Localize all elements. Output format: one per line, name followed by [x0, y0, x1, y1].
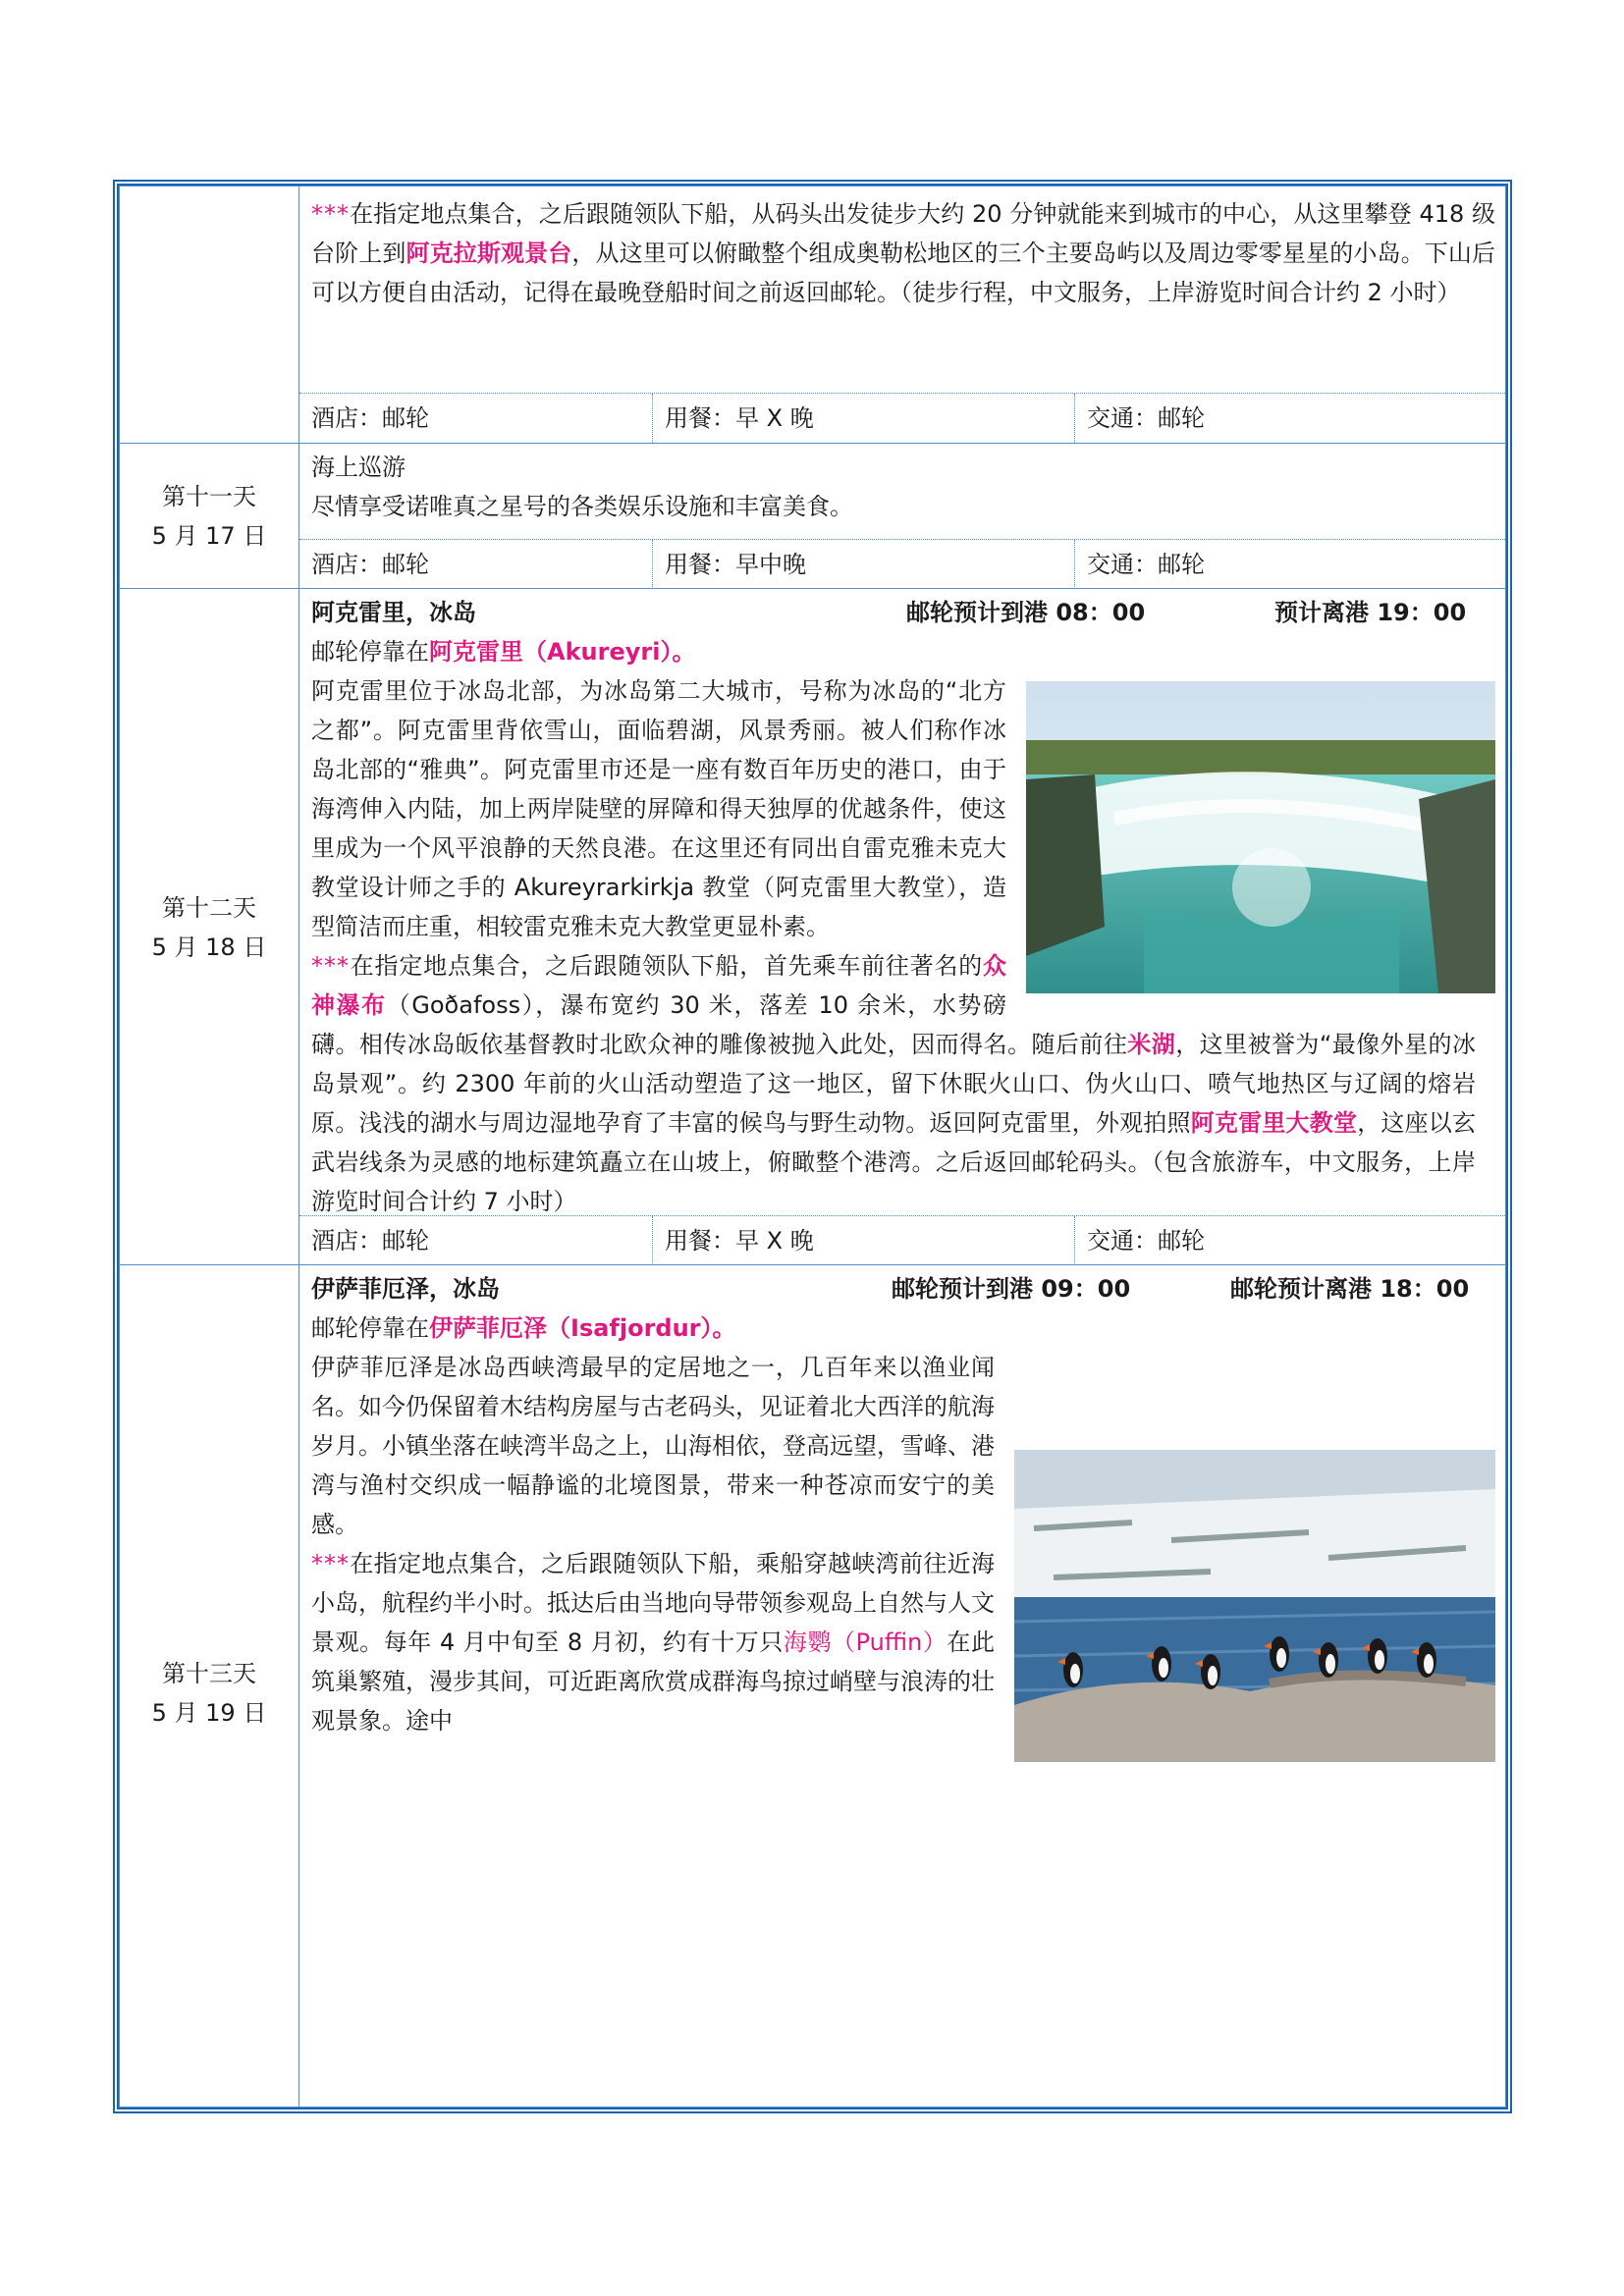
row-meta: [299, 393, 1505, 443]
excursion-paragraph: ***在指定地点集合，之后跟随领队下船，乘船穿越峡湾前往近海小岛，航程约半小时。抵达后由当地向导带领参观岛上自然与人文景观。每年 4 月中旬至 8 月初，约有十万只海鹦（Puffin）在此筑巢繁殖，漫步其间，可近距离欣赏成群海鸟掠过峭壁与浪涛的壮观景象。途中: [311, 1550, 995, 1735]
port-heading: [311, 1269, 1495, 1308]
port-intro: 伊萨菲厄泽是冰岛西峡湾最早的定居地之一，几百年来以渔业闻名。如今仍保留着木结构房屋与古老码头，见证着北大西洋的航海岁月。小镇坐落在峡湾半岛之上，山海相依，登高远望，雪峰、港湾与渔村交织成一幅静谧的北境图景，带来一种苍凉而安宁的美感。: [311, 1348, 1495, 1544]
transport-info: 交通：邮轮: [1087, 551, 1205, 578]
attraction-highlight: 阿克雷里大教堂: [1190, 1109, 1358, 1137]
day-date: 5 月 18 日: [151, 933, 267, 961]
departure-time: 邮轮预计离港 18：00: [1230, 1275, 1470, 1303]
day-label: 第十一天: [162, 483, 256, 510]
meals-info: 用餐：早中晚: [653, 540, 1075, 589]
meals-info: 用餐：早 X 晚: [653, 1216, 1075, 1265]
sea-day-title: 海上巡游: [311, 454, 406, 481]
excursion-paragraph: ***在指定地点集合，之后跟随领队下船，首先乘车前往著名的众神瀑布（Goðafoss），瀑布宽约 30 米，落差 10 余米，水势磅礴。相传冰岛皈依基督教时北欧众神的雕像被抛入此处，因而得名。随后前往米湖，这里被誉为“最像外星的冰岛景观”。约 2300 年前的火山活动塑造了这一地区，留下休眠火山口、伪火山口、喷气地热区与辽阔的熔岩原。浅浅的湖水与周边湿地孕育了丰富的候鸟与野生动物。返回阿克雷里，外观拍照阿克雷里大教堂，这座以玄武岩线条为灵感的地标建筑矗立在山坡上，俯瞰整个港湾。之后返回邮轮码头。（包含旅游车，中文服务，上岸游览时间合计约 7 小时）: [311, 952, 1477, 1215]
port-city: 阿克雷里，冰岛: [311, 599, 476, 626]
viewpoint-highlight: 阿克拉斯观景台: [406, 240, 572, 267]
highlight-stars: ***: [311, 1550, 350, 1577]
day-date: 5 月 17 日: [151, 522, 267, 550]
itinerary-row-continued: [120, 187, 1505, 443]
itinerary-table-frame: [113, 180, 1512, 2113]
attraction-highlight: 众神瀑布: [311, 952, 1006, 1019]
sea-day-text: 尽情享受诺唯真之星号的各类娱乐设施和丰富美食。: [311, 493, 853, 520]
highlight-stars: ***: [311, 200, 350, 228]
attraction-highlight: 米湖: [1127, 1031, 1176, 1058]
port-heading: [311, 593, 1495, 632]
day-cell: [120, 589, 299, 1265]
dock-line: 邮轮停靠在阿克雷里（Akureyri）。: [311, 638, 696, 666]
row-meta: [299, 1215, 1505, 1265]
day-cell-empty: [120, 187, 299, 443]
port-intro: 阿克雷里位于冰岛北部，为冰岛第二大城市，号称为冰岛的“北方之都”。阿克雷里背依雪山，面临碧湖，风景秀丽。被人们称作冰岛北部的“雅典”。阿克雷里市还是一座有数百年历史的港口，由于海湾伸入内陆，加上两岸陡壁的屏障和得天独厚的优越条件，使这里成为一个风平浪静的天然良港。在这里还有同出自雷克雅未克大教堂设计师之手的 Akureyrarkirkja 教堂（阿克雷里大教堂），造型简洁而庄重，相较雷克雅未克大教堂更显朴素。: [311, 671, 1495, 946]
row-meta: [299, 539, 1505, 589]
day-date: 5 月 19 日: [151, 1699, 267, 1727]
itinerary-row-day13: [120, 1264, 1505, 2113]
transport-info: 交通：邮轮: [1087, 1227, 1205, 1255]
transport-info: 交通：邮轮: [1087, 404, 1205, 432]
day-cell: [120, 444, 299, 589]
waterfall-photo: [1026, 681, 1495, 993]
port-city: 伊萨菲厄泽，冰岛: [311, 1275, 500, 1303]
hotel-info: 酒店：邮轮: [299, 540, 653, 589]
port-name-highlight: 伊萨菲厄泽（Isafjordur）。: [429, 1314, 736, 1342]
arrival-time: 邮轮预计到港 08：00: [906, 599, 1146, 626]
day-label: 第十二天: [162, 893, 256, 922]
dock-line: 邮轮停靠在伊萨菲厄泽（Isafjordur）。: [311, 1314, 736, 1342]
departure-time: 预计离港 19：00: [1274, 599, 1467, 626]
day-cell: [120, 1265, 299, 2113]
attraction-highlight: 海鹦（Puffin）: [783, 1629, 947, 1656]
hotel-info: 酒店：邮轮: [299, 394, 653, 443]
excursion-paragraph: ***在指定地点集合，之后跟随领队下船，从码头出发徒步大约 20 分钟就能来到城市的中心，从这里攀登 418 级台阶上到阿克拉斯观景台，从这里可以俯瞰整个组成奥勒松地区的三个主要岛屿以及周边零零星星的小岛。下山后可以方便自由活动，记得在最晚登船时间之前返回邮轮。（徒步行程，中文服务，上岸游览时间合计约 2 小时）: [311, 200, 1496, 306]
arrival-time: 邮轮预计到港 09：00: [892, 1275, 1131, 1303]
highlight-stars: ***: [311, 952, 350, 980]
meals-info: 用餐：早 X 晚: [653, 394, 1075, 443]
hotel-info: 酒店：邮轮: [299, 1216, 653, 1265]
day-label: 第十三天: [162, 1660, 256, 1687]
puffin-photo: [1014, 1450, 1495, 1762]
itinerary-row-day11: [120, 443, 1505, 589]
port-name-highlight: 阿克雷里（Akureyri）。: [429, 638, 696, 666]
itinerary-row-day12: [120, 588, 1505, 1265]
